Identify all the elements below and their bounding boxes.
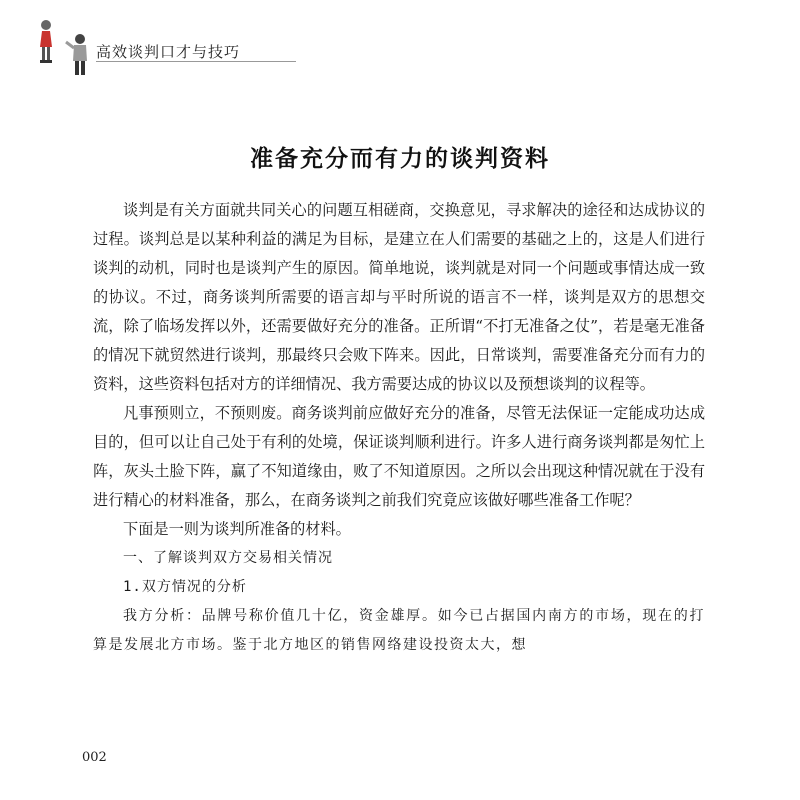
paragraph: 下面是一则为谈判所准备的材料。 — [123, 520, 351, 538]
article-title: 准备充分而有力的谈判资料 — [250, 146, 550, 172]
running-header — [36, 14, 296, 78]
header-divider — [96, 61, 296, 62]
article-body — [93, 196, 705, 660]
paragraph: 谈判是有关方面就共同关心的问题互相磋商，交换意见，寻求解决的途径和达成协议的过程。谈判总是以某种利益的满足为目标，是建立在人们需要的基础之上的，这是人们进行谈判的动机，同时也是谈判产生的原因。简单地说，谈判就是对同一个问题或事情达成一致的协议。不过，商务谈判所需要的语言却与平时所说的语言不一样，谈判是双方的思想交流，除了临场发挥以外，还需要做好充分的准备。正所谓“不打无准备之仗”，若是毫无准备的情况下就贸然进行谈判，那最终只会败下阵来。因此，日常谈判，需要准备充分而有力的资料，这些资料包括对方的详细情况、我方需要达成的协议以及预想谈判的议程等。 — [93, 201, 705, 393]
book-title: 高效谈判口才与技巧 — [96, 43, 241, 61]
people-talking-icon — [36, 14, 96, 78]
analysis-paragraph: 我方分析：品牌号称价值几十亿，资金雄厚。如今已占据国内南方的市场，现在的打算是发展北方市场。鉴于北方地区的销售网络建设投资太大，想 — [93, 608, 705, 653]
subsection-heading: 1.双方情况的分析 — [123, 579, 247, 595]
section-heading: 一、了解谈判双方交易相关情况 — [123, 550, 333, 566]
paragraph: 凡事预则立，不预则废。商务谈判前应做好充分的准备，尽管无法保证一定能成功达成目的，但可以让自己处于有利的处境，保证谈判顺利进行。许多人进行商务谈判都是匆忙上阵，灰头土脸下阵，赢了不知道缘由，败了不知道原因。之所以会出现这种情况就在于没有进行精心的材料准备，那么，在商务谈判之前我们究竟应该做好哪些准备工作呢？ — [93, 404, 705, 509]
page-number: 002 — [82, 750, 107, 765]
